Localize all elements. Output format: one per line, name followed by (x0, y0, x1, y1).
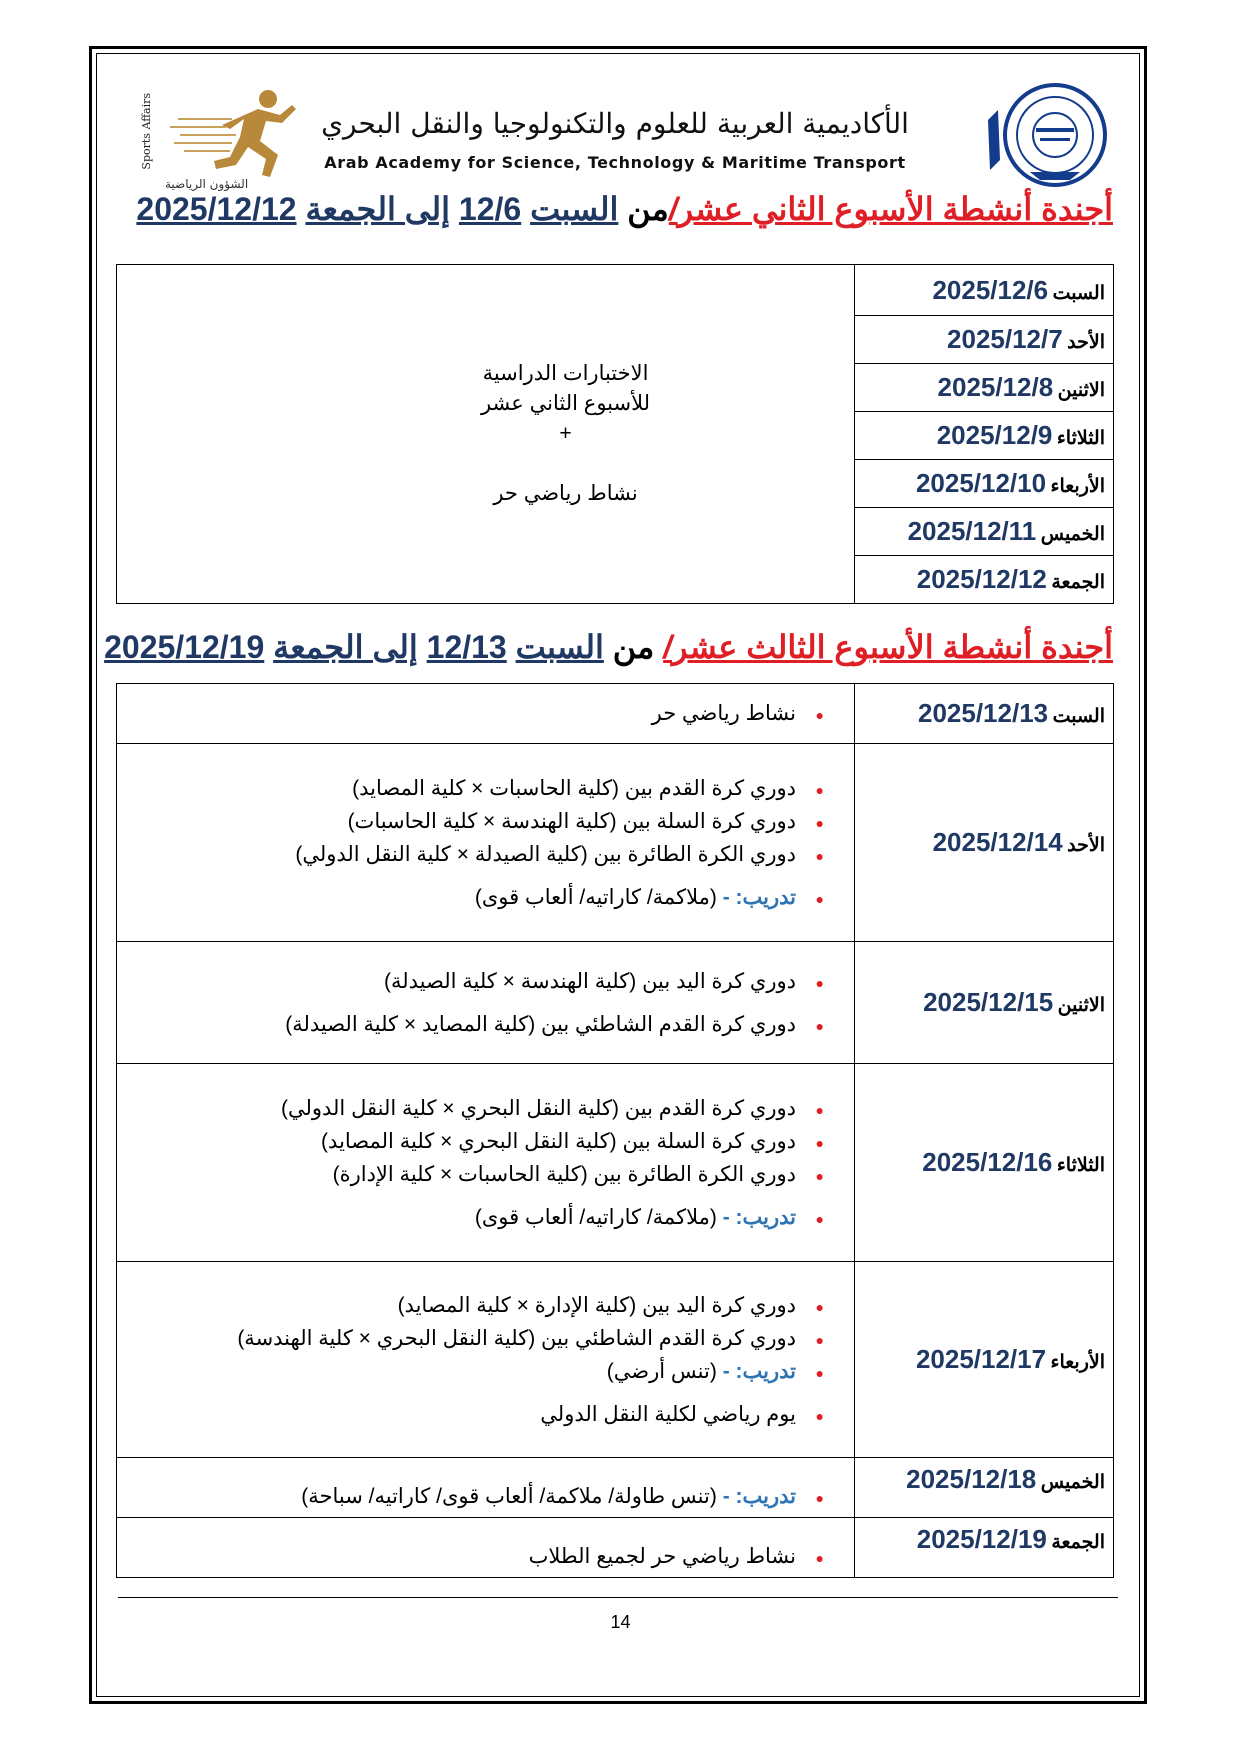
training-label: تدريب: - (722, 885, 796, 909)
table-row (117, 1518, 1114, 1578)
training-item (117, 881, 824, 914)
week12-title-main: أجندة أنشطة الأسبوع الثاني عشر (677, 191, 1113, 227)
date-cell (855, 556, 1114, 604)
date-cell (855, 265, 1114, 316)
week13-title-to-date: 2025/12/19 (104, 629, 265, 665)
week13-title-slash: / (663, 629, 673, 665)
date-cell (855, 508, 1114, 556)
seal-icon (970, 80, 1120, 195)
day-name: الأحد (1067, 332, 1105, 353)
list-item: ● نشاط رياضي حر لجميع الطلاب (117, 1540, 824, 1573)
day-name: الاثنين (1057, 995, 1105, 1016)
list-item: ● دوري كرة السلة بين (كلية النقل البحري × كلية المصايد) (117, 1125, 824, 1158)
date-value: 2025/12/19 (916, 1524, 1047, 1554)
date-value: 2025/12/18 (906, 1464, 1037, 1494)
list-item: ● دوري الكرة الطائرة بين (كلية الحاسبات × كلية الإدارة) (117, 1158, 824, 1191)
day-name: الخميس (1040, 524, 1105, 545)
week12-title-from: من (627, 191, 669, 227)
academy-name-en: Arab Academy for Science, Technology & Maritime Transport (324, 153, 906, 172)
date-value: 2025/12/7 (947, 324, 1063, 354)
week13-title-from-date: 12/13 (426, 629, 507, 665)
day-name: الجمعة (1051, 572, 1105, 593)
page-number: 14 (610, 1612, 631, 1632)
day-name: الأربعاء (1050, 476, 1105, 497)
activity-list (117, 965, 824, 1041)
activity-list (117, 1289, 824, 1431)
list-item: ● دوري كرة السلة بين (كلية الهندسة × كلية الحاسبات) (117, 805, 824, 838)
week13-table (116, 683, 1114, 1578)
date-cell (855, 412, 1114, 460)
week12-table (116, 264, 1114, 604)
letterhead (130, 75, 1120, 200)
day-name: الخميس (1040, 1472, 1105, 1493)
list-item: ● دوري كرة القدم الشاطئي بين (كلية النقل البحري × كلية الهندسة) (117, 1322, 824, 1355)
academy-seal (970, 80, 1120, 195)
activity-cell (117, 1518, 855, 1578)
week12-title-slash: / (668, 191, 678, 227)
week12-title-to-date: 2025/12/12 (136, 191, 297, 227)
list-item: ● دوري كرة القدم بين (كلية النقل البحري × كلية النقل الدولي) (117, 1092, 824, 1125)
activity-cell (117, 1262, 855, 1458)
date-cell (855, 1064, 1114, 1262)
date-cell (855, 1458, 1114, 1518)
list-item: ● دوري كرة اليد بين (كلية الهندسة × كلية الصيدلة) (117, 965, 824, 998)
date-value: 2025/12/6 (932, 274, 1049, 305)
academy-name-ar: الأكاديمية العربية للعلوم والتكنولوجيا والنقل البحري (321, 107, 909, 140)
activity-list (117, 772, 824, 914)
day-name: الأحد (1067, 835, 1105, 856)
day-name: الاثنين (1057, 380, 1105, 401)
week13-title (104, 628, 1113, 666)
sports-affairs-ar: الشؤون الرياضية (165, 177, 249, 191)
activity-cell (117, 942, 855, 1064)
list-item: ● نشاط رياضي حر (117, 697, 824, 730)
footer-divider (118, 1597, 1118, 1598)
training-label: تدريب: - (722, 1359, 796, 1383)
date-cell (855, 460, 1114, 508)
day-name: السبت (1052, 706, 1105, 727)
exams-line2: للأسبوع الثاني عشر (480, 392, 651, 415)
training-label: تدريب: - (722, 1485, 796, 1508)
free-sport-line: نشاط رياضي حر (493, 482, 638, 505)
plus-sign: + (559, 422, 572, 445)
day-name: الجمعة (1051, 1532, 1105, 1553)
table-row (117, 684, 1114, 744)
training-item (117, 1201, 824, 1234)
date-value: 2025/12/8 (937, 372, 1054, 402)
activity-cell (117, 1064, 855, 1262)
date-cell (855, 1518, 1114, 1578)
date-cell (855, 1262, 1114, 1458)
list-item: ● يوم رياضي لكلية النقل الدولي (117, 1398, 824, 1431)
activity-cell (117, 1458, 855, 1518)
week13-title-main: أجندة أنشطة الأسبوع الثالث عشر (672, 629, 1113, 665)
date-value: 2025/12/17 (915, 1344, 1047, 1374)
table-row (117, 1262, 1114, 1458)
week13-title-sat: السبت (515, 629, 604, 665)
date-value: 2025/12/16 (922, 1147, 1053, 1177)
training-label: تدريب: - (722, 1205, 796, 1229)
week12-merged-activities (117, 265, 855, 604)
week12-title-sat: السبت (530, 191, 619, 227)
list-item: ● دوري كرة القدم الشاطئي بين (كلية المصايد × كلية الصيدلة) (117, 1008, 824, 1041)
training-text: (ملاكمة/ كاراتيه/ ألعاب قوى) (474, 885, 717, 909)
date-cell (855, 942, 1114, 1064)
day-name: الثلاثاء (1056, 1155, 1105, 1176)
day-name: الثلاثاء (1056, 428, 1105, 449)
exams-line1: الاختبارات الدراسية (482, 362, 649, 385)
date-cell (855, 744, 1114, 942)
week13-title-to: إلى الجمعة (273, 629, 418, 665)
activity-list (117, 1092, 824, 1234)
activity-cell (117, 684, 855, 744)
activity-cell (117, 744, 855, 942)
list-item: ● دوري الكرة الطائرة بين (كلية الصيدلة × كلية النقل الدولي) (117, 838, 824, 871)
table-row (117, 942, 1114, 1064)
training-item (117, 1480, 824, 1513)
training-text: (تنس طاولة/ ملاكمة/ ألعاب قوى/ كاراتيه/ سباحة) (301, 1485, 717, 1508)
week12-title-to: إلى الجمعة (305, 191, 451, 227)
sports-affairs-en: Sports Affairs (140, 93, 153, 170)
activity-list (117, 697, 824, 730)
sports-affairs-logo (140, 85, 310, 195)
table-row (117, 265, 1114, 316)
date-value: 2025/12/9 (936, 420, 1053, 450)
date-value: 2025/12/11 (907, 516, 1037, 546)
date-cell (855, 316, 1114, 364)
activity-list (117, 1480, 824, 1513)
day-name: الأربعاء (1050, 1352, 1105, 1373)
list-item: ● دوري كرة القدم بين (كلية الحاسبات × كلية المصايد) (117, 772, 824, 805)
week12-title (136, 190, 1113, 228)
date-value: 2025/12/14 (932, 827, 1063, 857)
date-value: 2025/12/15 (923, 987, 1054, 1017)
date-cell (855, 364, 1114, 412)
table-row (117, 1064, 1114, 1262)
date-value: 2025/12/10 (915, 468, 1047, 498)
table-row (117, 1458, 1114, 1518)
day-name: السبت (1052, 282, 1105, 304)
training-text: (تنس أرضي) (606, 1359, 717, 1383)
week13-title-from: من (612, 629, 655, 665)
date-cell (855, 684, 1114, 744)
training-text: (ملاكمة/ كاراتيه/ ألعاب قوى) (474, 1205, 717, 1229)
week12-title-from-date: 12/6 (458, 191, 522, 227)
activity-list (117, 1540, 824, 1573)
table-row (117, 744, 1114, 942)
date-value: 2025/12/13 (917, 698, 1049, 728)
list-item: ● دوري كرة اليد بين (كلية الإدارة × كلية المصايد) (117, 1289, 824, 1322)
date-value: 2025/12/12 (916, 564, 1047, 594)
training-item (117, 1355, 824, 1388)
